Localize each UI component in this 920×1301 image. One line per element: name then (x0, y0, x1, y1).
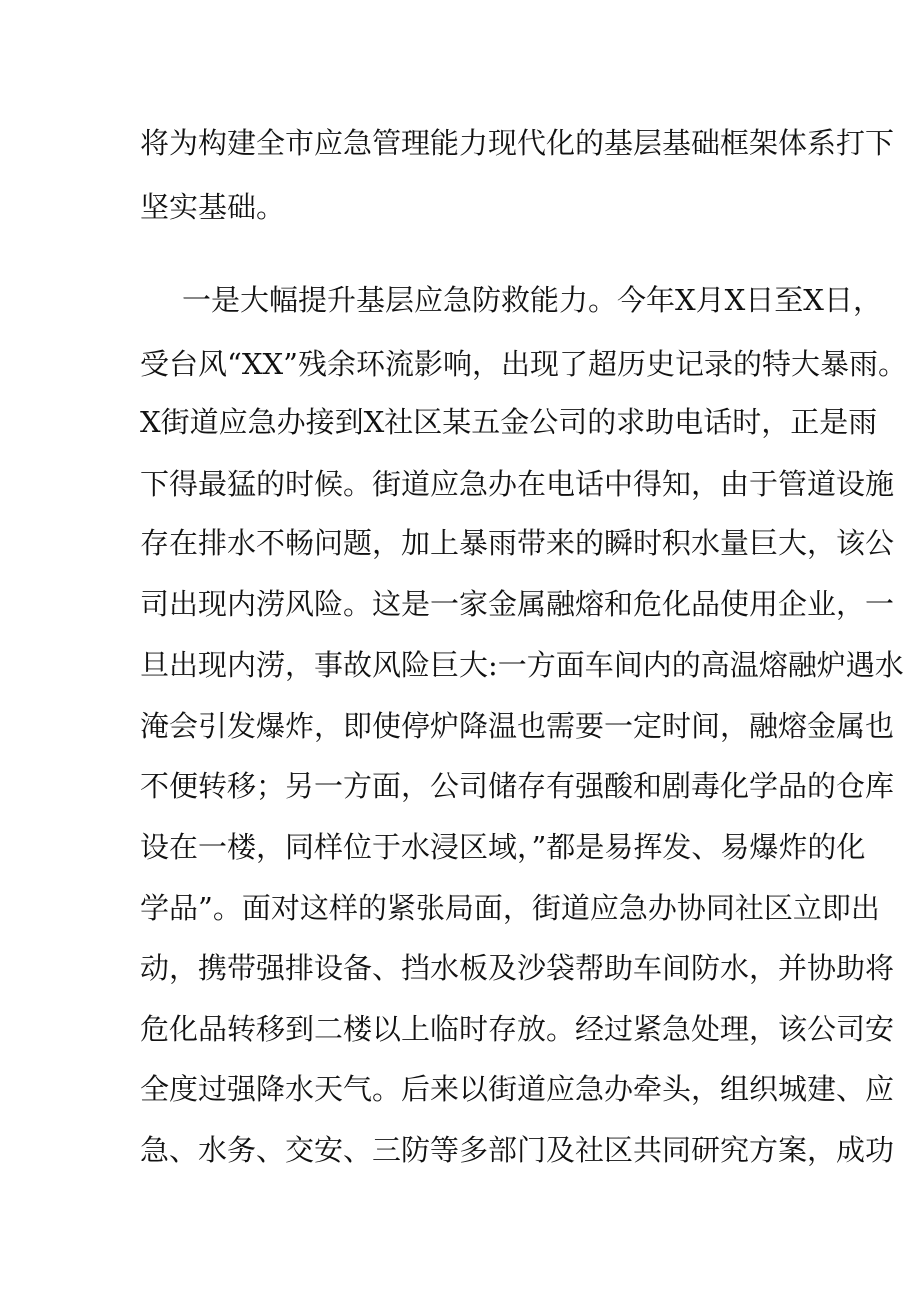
text-line: 司出现内涝风险。这是一家金属融熔和危化品使用企业，一 (140, 587, 895, 621)
text-line: 淹会引发爆炸，即使停炉降温也需要一定时间，融熔金属也 (140, 709, 895, 743)
text-line: 动，携带强排设备、挡水板及沙袋帮助车间防水，并协助将 (140, 951, 895, 985)
paragraph-first-line: 一是大幅提升基层应急防救能力。今年X月X日至X日， (182, 283, 882, 317)
text-line: 危化品转移到二楼以上临时存放。经过紧急处理，该公司安 (140, 1012, 895, 1046)
text-line: 存在排水不畅问题，加上暴雨带来的瞬时积水量巨大，该公 (140, 526, 895, 560)
text-line: 不便转移；另一方面，公司储存有强酸和剧毒化学品的仓库 (140, 769, 895, 803)
text-line: 坚实基础。 (140, 190, 286, 224)
text-line: 学品”。面对这样的紧张局面，街道应急办协同社区立即出 (140, 891, 880, 925)
text-line: 下得最猛的时候。街道应急办在电话中得知，由于管道设施 (140, 467, 895, 501)
text-line: 将为构建全市应急管理能力现代化的基层基础框架体系打下 (140, 126, 895, 160)
text-line: X街道应急办接到X社区某五金公司的求助电话时，正是雨 (140, 405, 878, 439)
text-line: 设在一楼，同样位于水浸区域，”都是易挥发、易爆炸的化 (140, 830, 866, 864)
text-line: 急、水务、交安、三防等多部门及社区共同研究方案，成功 (140, 1133, 895, 1167)
text-line: 受台风“XX”残余环流影响，出现了超历史记录的特大暴雨。 (140, 347, 907, 381)
text-line: 全度过强降水天气。后来以街道应急办牵头，组织城建、应 (140, 1072, 895, 1106)
text-line: 旦出现内涝，事故风险巨大:一方面车间内的高温熔融炉遇水 (140, 648, 904, 682)
